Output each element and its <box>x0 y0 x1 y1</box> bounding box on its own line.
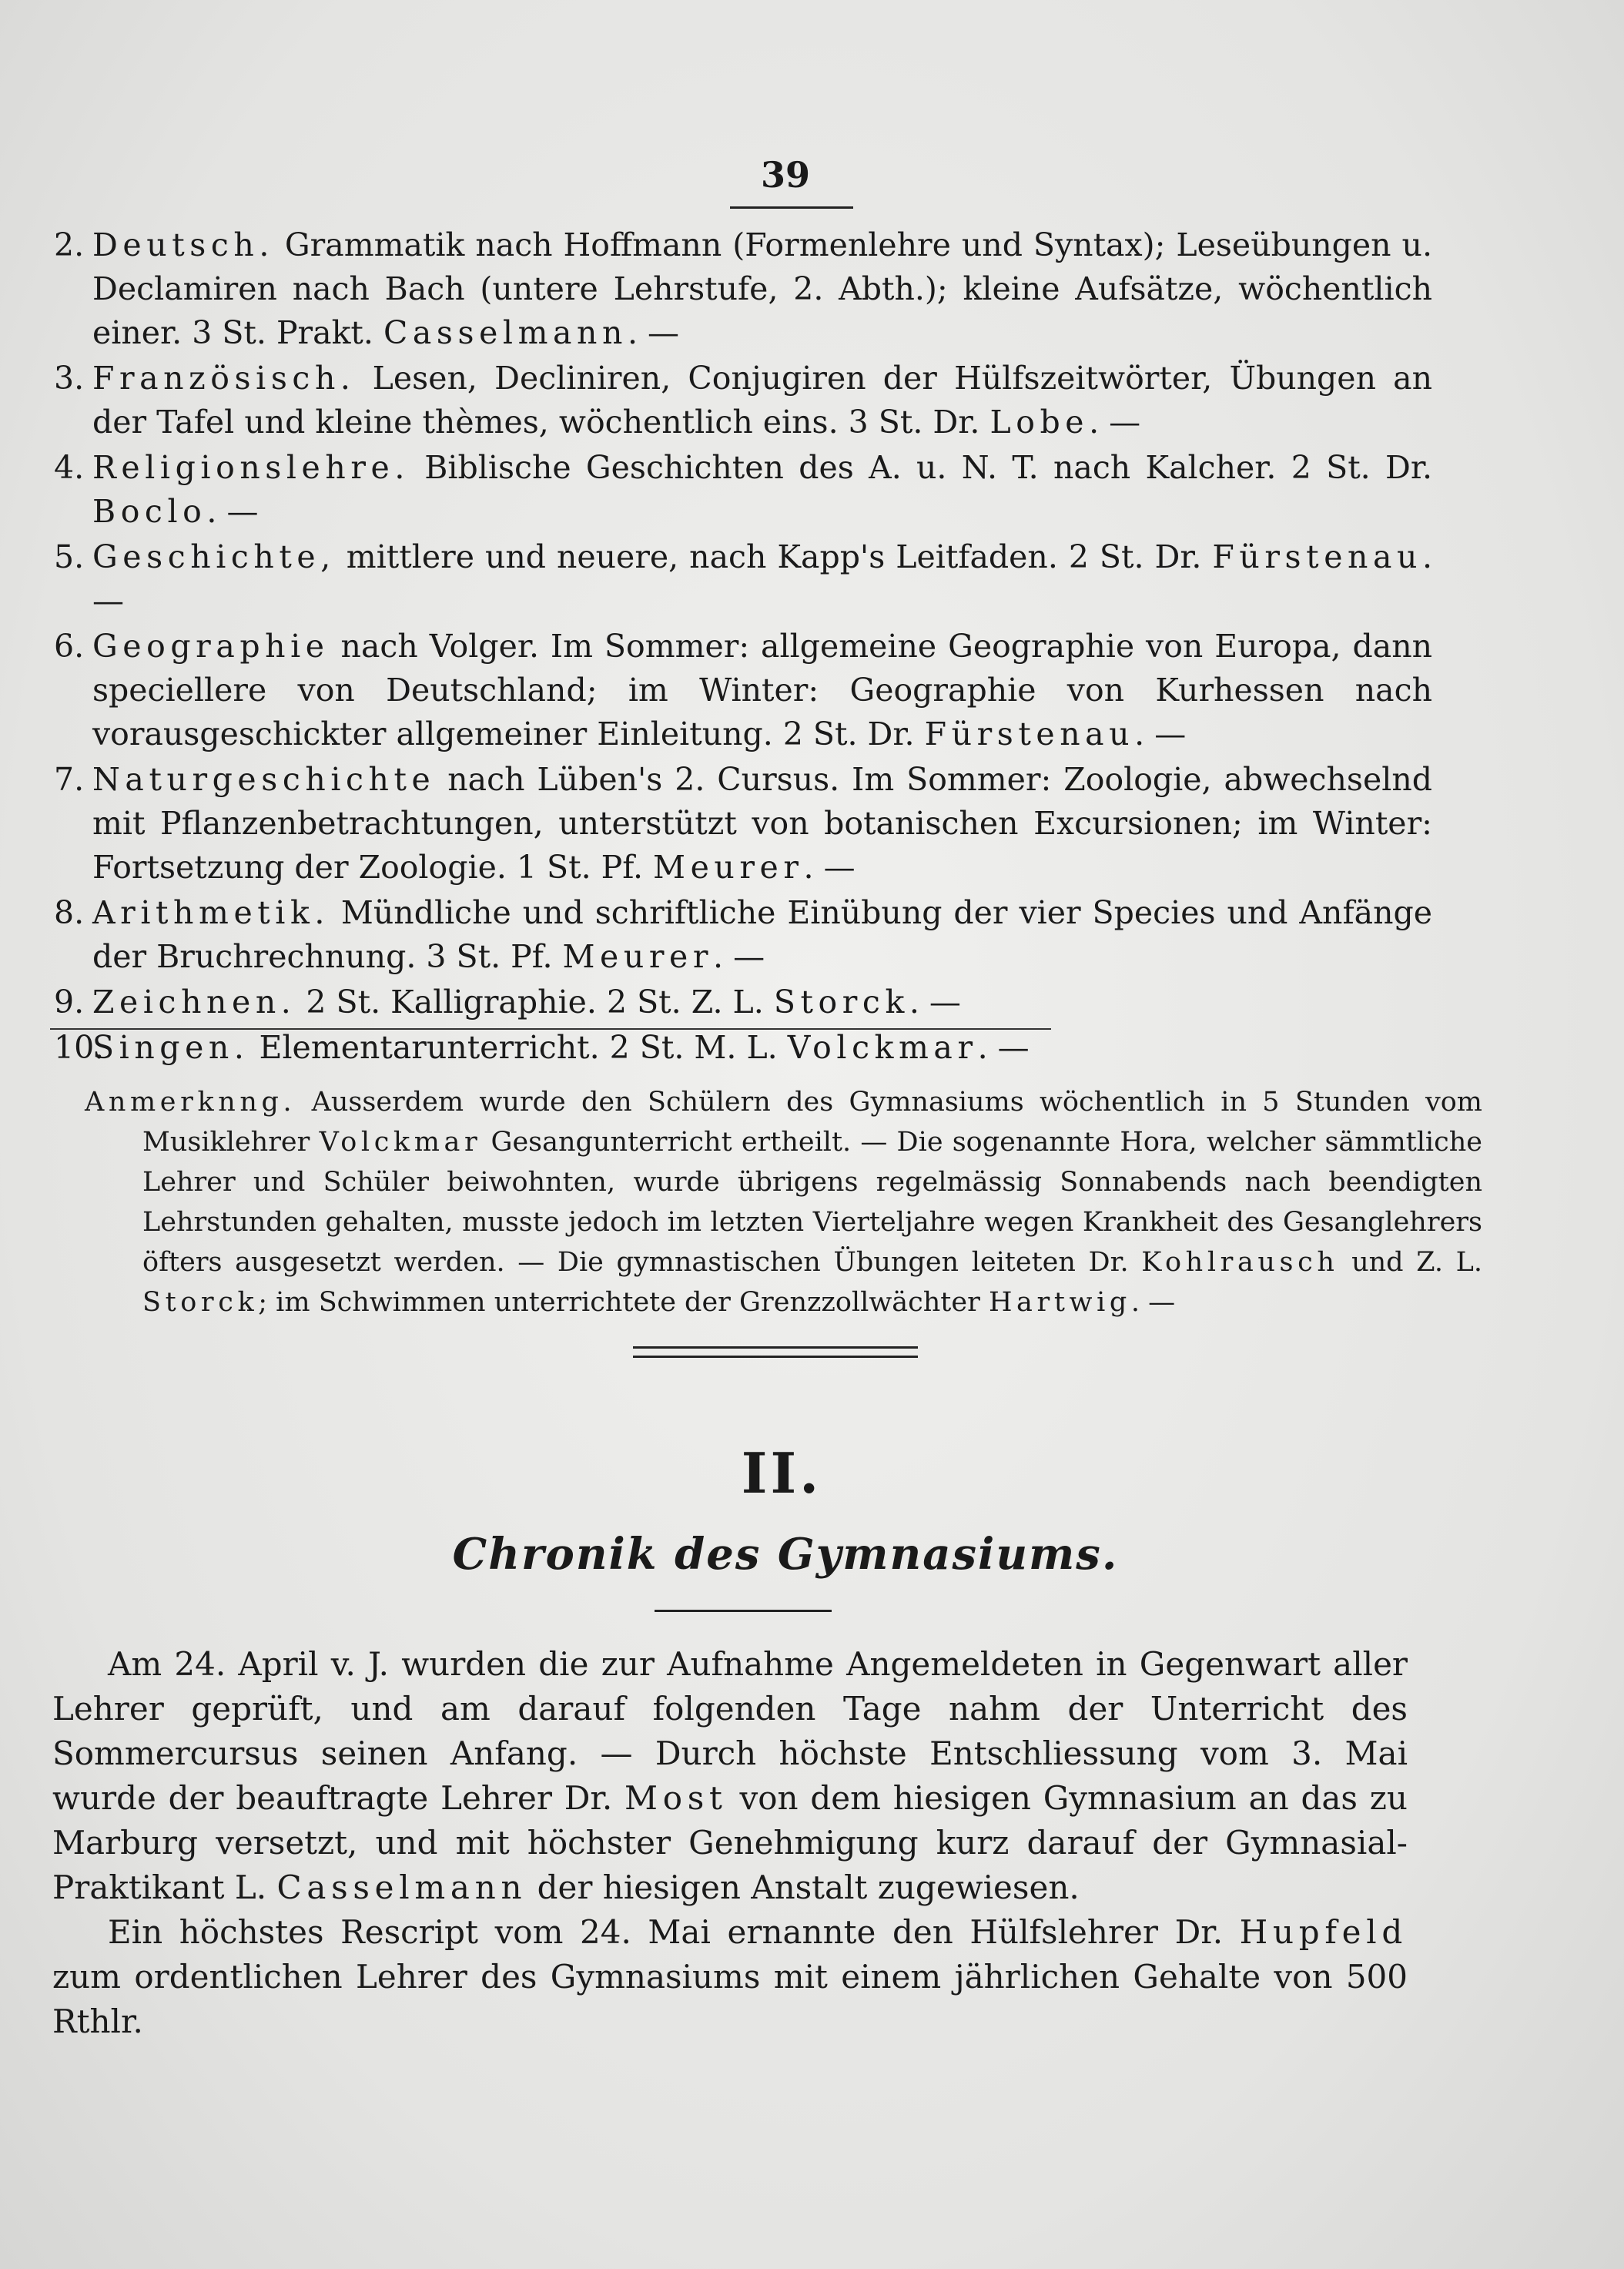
item-text: Lesen, Decliniren, Conjugiren der Hülfszeitwörter, Übungen an der Tafel und kleine thèmes, wöchentlich eins. 3 St. Dr. <box>92 360 1432 441</box>
item-text: nach Volger. Im Sommer: allgemeine Geographie von Europa, dann speciellere von Deutschland; im Winter: Geographie von Kurhessen nach vorausgeschickter allgemeiner Einleitung. 2 St. Dr. <box>92 628 1432 752</box>
item-text: nach Lüben's 2. Cursus. Im Sommer: Zoologie, abwechselnd mit Pflanzenbetrachtungen, unterstützt von botanischen Excursionen; im Winter: Fortsetzung der Zoologie. 1 St. Pf. <box>92 761 1432 886</box>
item-subject: Französisch. <box>92 360 356 397</box>
item-end: . — <box>713 938 765 975</box>
section-title: Chronik des Gymnasiums. <box>452 1529 1119 1580</box>
item-end: . — <box>627 314 680 351</box>
chronik-text <box>52 1642 1408 2044</box>
item-teacher: Fürstenau <box>924 716 1135 752</box>
person-name: Hupfeld <box>1239 1913 1408 1951</box>
item-text: 2 St. Kalligraphie. 2 St. Z. L. <box>296 984 774 1021</box>
list-item <box>54 891 1432 979</box>
item-text: Mündliche und schriftliche Einübung der vier Species und Anfänge der Bruchrechnung. 3 St. Pf. <box>92 894 1432 975</box>
item-number: 6. <box>54 628 85 665</box>
item-subject: Singen. <box>92 1029 249 1066</box>
item-teacher: Fürstenau <box>1212 538 1422 575</box>
paragraph-text: zum ordentlichen Lehrer des Gymnasiums mit einem jährlichen Gehalte von 500 Rthlr. <box>52 1958 1408 2040</box>
item-end: . — <box>1089 404 1141 441</box>
item-end: . — <box>206 493 259 530</box>
page-number: 39 <box>760 154 810 196</box>
anmerkung-name: Hartwig <box>988 1287 1131 1318</box>
paragraph-text: der hiesigen Anstalt zugewiesen. <box>527 1868 1080 1906</box>
paragraph <box>52 1910 1408 2044</box>
double-rule <box>633 1346 918 1358</box>
item-number: 8. <box>54 894 85 931</box>
item-subject: Geschichte, <box>92 538 336 575</box>
item-text: mittlere und neuere, nach Kapp's Leitfaden. 2 St. Dr. <box>335 538 1213 575</box>
lehrplan-list <box>54 223 1432 1071</box>
item-end: . — <box>803 849 856 886</box>
item-number: 5. <box>54 538 85 575</box>
anmerkung-text: . — <box>1130 1287 1176 1318</box>
item-teacher: Volckmar <box>787 1029 978 1066</box>
anmerkung-name: Storck <box>142 1287 259 1318</box>
list-item <box>54 535 1432 623</box>
paragraph-text: Ein höchstes Rescript vom 24. Mai ernannte den Hülfslehrer Dr. <box>108 1913 1240 1951</box>
anmerkung-text: Ausserdem wurde den Schülern des Gymnasiums wöchentlich in 5 Stunden vom Musiklehrer <box>142 1087 1482 1158</box>
item-subject: Religionslehre. <box>92 449 410 486</box>
list-item <box>54 357 1432 444</box>
item-subject: Arithmetik. <box>92 894 330 931</box>
item-number: 3. <box>54 360 85 397</box>
item-number: 7. <box>54 761 85 798</box>
list-item <box>54 625 1432 756</box>
item-text: Elementarunterricht. 2 St. M. L. <box>249 1029 788 1066</box>
item-teacher: Lobe <box>989 404 1090 441</box>
item-number: 9. <box>54 984 85 1021</box>
section-number: II. <box>741 1440 822 1506</box>
item-subject: Zeichnen. <box>92 984 296 1021</box>
list-item <box>54 758 1432 890</box>
anmerkung-label: Anmerknng. <box>85 1087 296 1118</box>
person-name: Casselmann <box>276 1868 527 1906</box>
page-number-rule <box>730 206 853 209</box>
anmerkung <box>85 1082 1482 1322</box>
section-divider <box>50 1028 1051 1030</box>
anmerkung-name: Volckmar <box>319 1127 482 1158</box>
item-text: Grammatik nach Hoffmann (Formenlehre und Syntax); Leseübungen u. Declamiren nach Bach (untere Lehrstufe, 2. Abth.); kleine Aufsätze, wöchentlich einer. 3 St. Prakt. <box>92 226 1432 351</box>
list-item <box>54 980 1432 1024</box>
item-teacher: Casselmann <box>383 314 628 351</box>
item-text: Biblische Geschichten des A. u. N. T. nach Kalcher. 2 St. Dr. <box>409 449 1432 486</box>
section-title-rule <box>655 1610 832 1612</box>
item-teacher: Meurer <box>653 849 804 886</box>
anmerkung-text: Gesangunterricht ertheilt. — Die sogenannte Hora, welcher sämmtliche Lehrer und Schüler beiwohnten, wurde übrigens regelmässig Sonnabends nach beendigten Lehrstunden gehalten, musste jedoch im letzten Vierteljahre wegen Krankheit des Gesanglehrers öfters ausgesetzt werden. — Die gymnastischen Übungen leiteten Dr. <box>142 1127 1482 1278</box>
item-teacher: Boclo <box>92 493 207 530</box>
item-end: . — <box>92 538 1432 619</box>
item-teacher: Meurer <box>562 938 713 975</box>
anmerkung-name: Kohlrausch <box>1141 1247 1339 1278</box>
list-item <box>54 223 1432 355</box>
item-end: . — <box>1134 716 1187 752</box>
item-subject: Geographie <box>92 628 330 665</box>
paragraph <box>52 1642 1408 1910</box>
item-number: 4. <box>54 449 85 486</box>
item-end: . — <box>977 1029 1030 1066</box>
anmerkung-text: und Z. L. <box>1338 1247 1483 1278</box>
item-subject: Deutsch. <box>92 226 274 263</box>
item-end: . — <box>909 984 961 1021</box>
paragraph-text: Am 24. April v. J. wurden die zur Aufnahme Angemeldeten in Gegenwart aller Lehrer geprüft, und am darauf folgenden Tage nahm der Unterricht des Sommercursus seinen Anfang. — Durch höchste Entschliessung vom 3. Mai wurde der beauftragte Lehrer Dr. <box>52 1645 1408 1817</box>
anmerkung-text: ; im Schwimmen unterrichtete der Grenzzollwächter <box>258 1287 989 1318</box>
person-name: Most <box>624 1779 728 1817</box>
item-subject: Naturgeschichte <box>92 761 436 798</box>
list-item <box>54 446 1432 534</box>
item-number: 10. <box>54 1029 105 1066</box>
paragraph-text: von dem hiesigen Gymnasium an das zu Marburg versetzt, und mit höchster Genehmigung kurz darauf der Gymnasial-Praktikant L. <box>52 1779 1408 1906</box>
item-teacher: Storck <box>773 984 909 1021</box>
item-number: 2. <box>54 226 85 263</box>
list-item <box>54 1026 1432 1070</box>
